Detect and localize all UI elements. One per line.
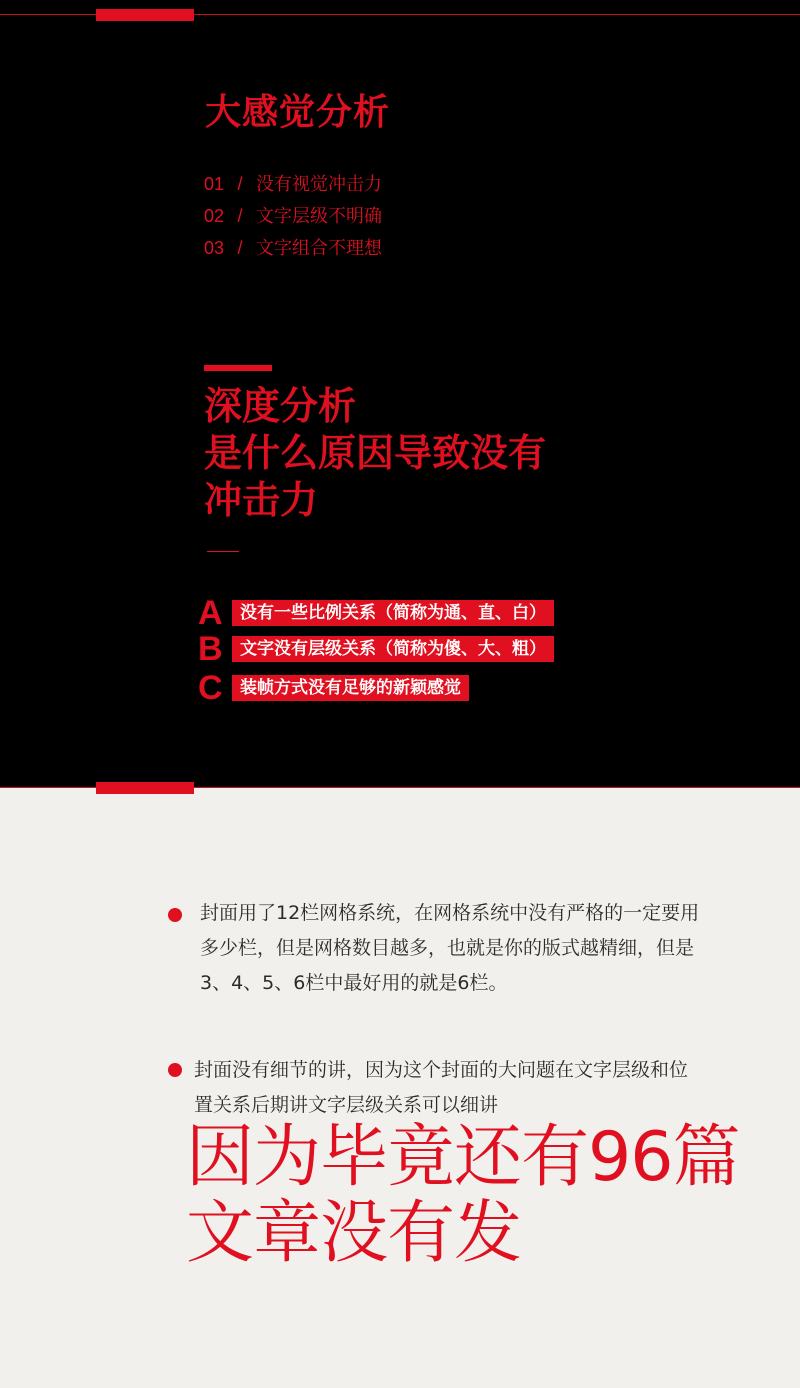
reason-letter: B xyxy=(198,630,223,668)
reason-letter: C xyxy=(198,669,223,707)
note-paragraph-1: 封面用了12栏网格系统，在网格系统中没有严格的一定要用 多少栏，但是网格数目越多，也就是你的版式越精细，但是 3、4、5、6栏中最好用的就是6栏。 xyxy=(200,902,700,994)
heading-accent-bar xyxy=(204,365,272,371)
reason-row-b xyxy=(198,632,554,666)
section-title: 大感觉分析 xyxy=(205,92,391,133)
list-item: 02 / 文字层级不明确 xyxy=(204,206,383,226)
bottom-tab-bar xyxy=(96,782,194,794)
reason-letter: A xyxy=(198,594,223,632)
top-tab-bar xyxy=(96,9,194,21)
bullet-dot xyxy=(168,1063,182,1077)
bullet-dot xyxy=(168,908,182,922)
reason-label: 装帧方式没有足够的新颖感觉 xyxy=(232,675,469,701)
note-paragraph-2: 封面没有细节的讲，因为这个封面的大问题在文字层级和位 置关系后期讲文字层级关系可以细讲 xyxy=(194,1059,689,1116)
reason-label: 没有一些比例关系（简称为通、直、白） xyxy=(232,600,554,626)
reason-row-a xyxy=(198,596,554,630)
issue-list xyxy=(204,168,382,264)
reason-label: 文字没有层级关系（简称为傻、大、粗） xyxy=(232,636,554,662)
reason-row-c xyxy=(198,671,469,705)
list-item: 01 / 没有视觉冲击力 xyxy=(204,174,383,194)
closing-quote: 因为毕竟还有96篇 文章没有发 xyxy=(186,1118,740,1273)
deep-analysis-heading: 深度分析 是什么原因导致没有 冲击力 xyxy=(204,384,547,522)
small-divider xyxy=(207,551,239,552)
list-item: 03 / 文字组合不理想 xyxy=(204,238,383,258)
